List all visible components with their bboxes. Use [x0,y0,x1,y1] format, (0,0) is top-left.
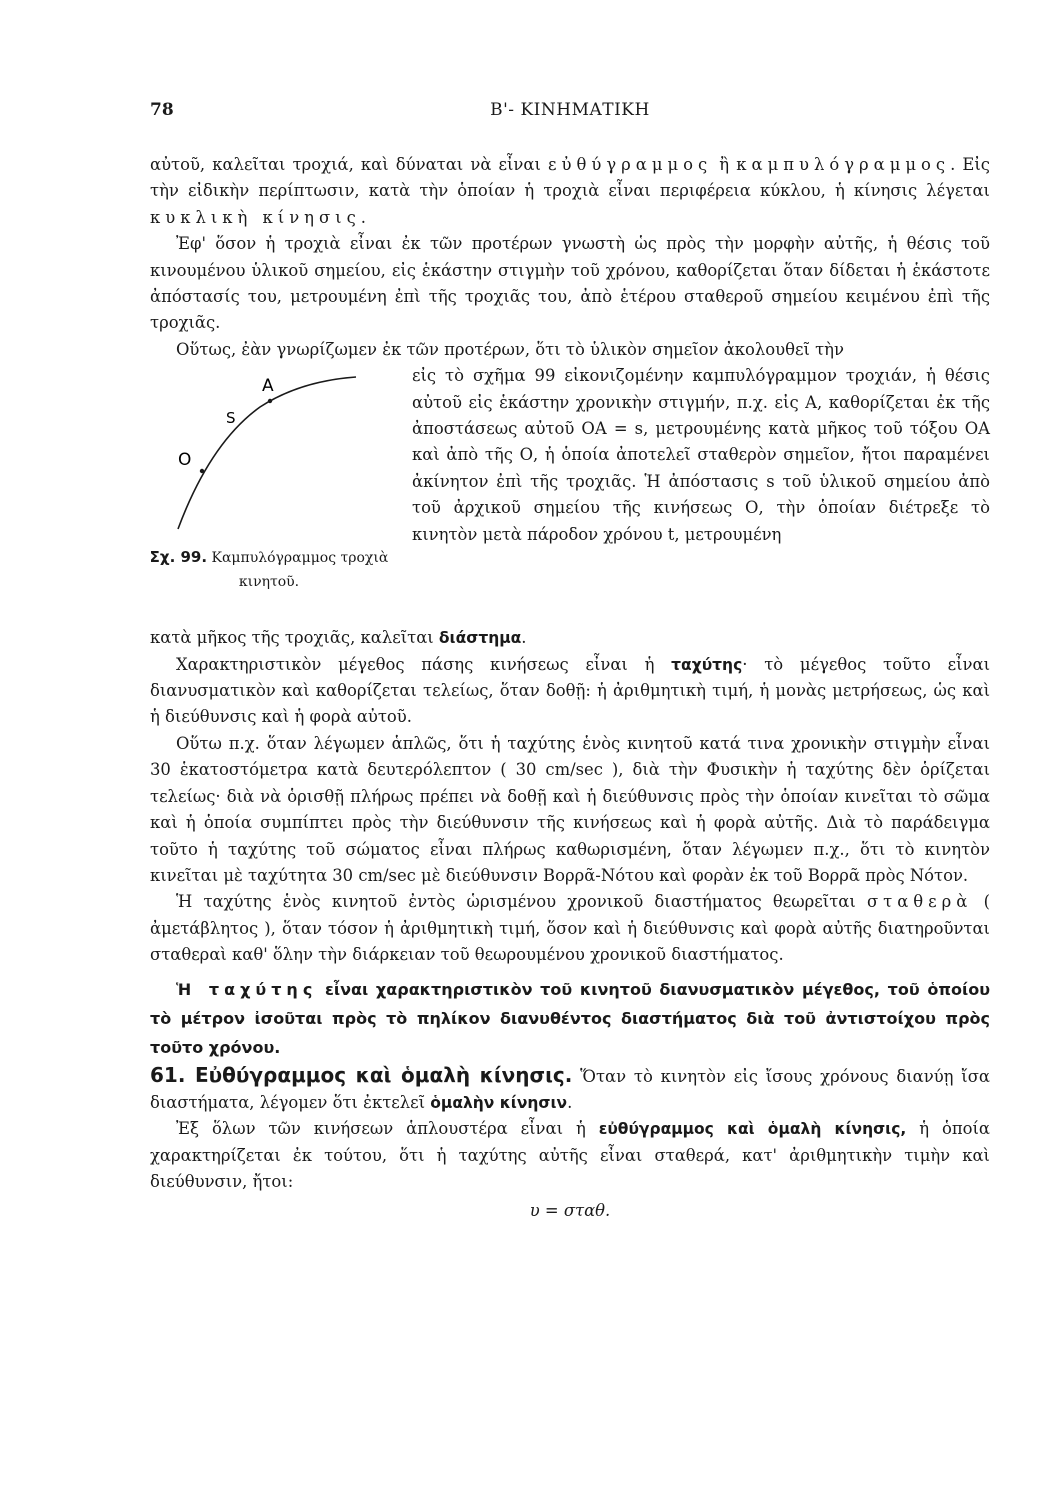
term-velocity-definition: Ἡ ταχύτης [176,979,318,999]
label-o: O [178,450,192,471]
point-o-marker [200,469,204,473]
term-rectilinear: εὐθύγραμμος [548,155,713,174]
label-s: S [226,409,236,428]
term-curvilinear: καμπυλόγραμμος [736,155,951,174]
trajectory-diagram [150,363,390,543]
section-61-heading: 61. Εὐθύγραμμος καὶ ὁμαλὴ κίνησις. [150,1062,573,1087]
paragraph-distance-definition: κατὰ μῆκος τῆς τροχιᾶς, καλεῖται διάστημα. [150,628,527,648]
figure-99 [150,363,390,625]
label-a: A [262,376,274,397]
page-number: 78 [150,100,174,120]
term-distance: διάστημα [438,629,522,648]
paragraph-trajectory-types: αὐτοῦ, καλεῖται τροχιά, καὶ δύναται νὰ εἶναι εὐθύγραμμος ἢ καμπυλόγραμμος. Εἰς τὴν εἰδικὴν περίπτωσιν, κατὰ τὴν ὁποίαν ἡ τροχιὰ εἶναι περιφέρεια κύκλου, ἡ κίνησις λέγεται κυκλικὴ κίνησις. [150,155,990,227]
term-circular-motion: κυκλικὴ κίνησις [150,207,361,227]
formula-constant-velocity: υ = σταθ. [529,1200,611,1220]
figure-number: Σχ. 99. [149,548,208,567]
point-a-marker [268,399,272,403]
velocity-definition: Ἡ ταχύτης εἶναι χαρακτηριστικὸν τοῦ κινητοῦ διανυσματικὸν μέγεθος, τοῦ ὁποίου τὸ μέτρον ἰσοῦται πρὸς τὸ πηλίκον διανυθέντος διαστήματος διὰ τοῦ ἀντιστοίχου πρὸς τοῦτο χρόνου. [150,979,991,1057]
paragraph-constant-velocity: Ἡ ταχύτης ἑνὸς κινητοῦ ἐντὸς ὡρισμένου χρονικοῦ διαστήματος θεωρεῖται σταθερὰ ( ἀμετάβλητος ), ὅταν τόσον ἡ ἀριθμητικὴ τιμή, ὅσον καὶ ἡ διεύθυνσις καὶ φορὰ αὐτῆς διατηροῦνται σταθεραὶ καθ' ὅλην τὴν διάρκειαν τοῦ θεωρουμένου χρονικοῦ διαστήματος. [150,892,990,965]
paragraph-example-body: εἰς τὸ σχῆμα 99 εἰκονιζομένην καμπυλόγραμμον τροχιάν, ἡ θέσις αὐτοῦ εἰς ἑκάστην χρονικὴν στιγμήν, π.χ. εἰς Α, καθορίζεται ἐκ τῆς ἀποστάσεως αὐτοῦ ΟΑ = s, μετρουμένης κατὰ μῆκος τοῦ τόξου ΟΑ καὶ ἀπὸ τῆς Ο, ἡ ὁποία ἀποτελεῖ σταθερὸν σημεῖον, ἤτοι παραμένει ἀκίνητον ἐπὶ τῆς τροχιᾶς. Ἡ ἀπόστασις s τοῦ ὑλικοῦ σημείου ἀπὸ τοῦ ἀρχικοῦ σημείου τῆς κινήσεως Ο, τὴν ὁποίαν διέτρεξε τὸ κινητὸν μετὰ πάροδον χρόνου t, μετρουμένη [412,366,990,544]
paragraph-position: Ἐφ' ὅσον ἡ τροχιὰ εἶναι ἐκ τῶν προτέρων γνωστὴ ὡς πρὸς τὴν μορφὴν αὐτῆς, ἡ θέσις τοῦ κινουμένου ὑλικοῦ σημείου, εἰς ἑκάστην στιγμὴν τοῦ χρόνου, καθορίζεται ὅταν δίδεται ἡ ἑκάστοτε ἀπόστασίς του, μετρουμένη ἐπὶ τῆς τροχιᾶς του, ἀπὸ ἑτέρου σταθεροῦ σημείου κειμένου ἐπὶ τῆς τροχιᾶς. [150,234,990,333]
paragraph-velocity-example: Οὕτω π.χ. ὅταν λέγωμεν ἁπλῶς, ὅτι ἡ ταχύτης ἑνὸς κινητοῦ κατά τινα χρονικὴν στιγμὴν εἶναι 30 ἑκατοστόμετρα κατὰ δευτερόλεπτον ( 30 cm/sec ), διὰ τὴν Φυσικὴν ἡ ταχύτης δὲν ὁρίζεται τελείως· διὰ νὰ ὁρισθῇ πλήρως πρέπει νὰ δοθῇ καὶ ἡ διεύθυνσις πρὸς τὴν ὁποίαν κινεῖται τὸ σῶμα καὶ ἡ ὁποία συμπίπτει πρὸς τὴν διεύθυνσιν τῆς κινήσεως καὶ ἡ φορὰ αὐτῆς. Διὰ τὸ παράδειγμα τοῦτο ἡ ταχύτης τοῦ σώματος εἶναι πλήρως καθωρισμένη, ὅταν λέγωμεν π.χ., ὅτι τὸ κινητὸν κινεῖται μὲ ταχύτητα 30 cm/sec μὲ διεύθυνσιν Βορρᾶ-Νότου καὶ φορὰν ἐκ τοῦ Βορρᾶ πρὸς Νότον. [150,733,990,885]
page-header [150,100,990,130]
term-uniform-motion: ὁμαλὴν κίνησιν [430,1093,568,1112]
term-uniform-rectilinear-motion: εὐθύγραμμος καὶ ὁμαλὴ κίνησις, [598,1120,907,1139]
paragraph-example-lead: Οὕτως, ἐὰν γνωρίζωμεν ἐκ τῶν προτέρων, ὅτι τὸ ὑλικὸν σημεῖον ἀκολουθεῖ τὴν [176,339,844,359]
term-velocity: ταχύτης [671,655,743,674]
figure-caption [144,545,394,594]
figure-block [150,363,990,625]
body-text [150,152,990,1224]
term-constant: σταθερὰ [866,892,973,912]
paragraph-velocity-intro: Χαρακτηριστικὸν μέγεθος πάσης κινήσεως εἶναι ἡ ταχύτης· τὸ μέγεθος τοῦτο εἶναι διανυσματικὸν καὶ καθορίζεται τελείως, ὅταν δοθῇ: ἡ ἀριθμητικὴ τιμή, ἡ μονὰς μετρήσεως, ὡς καὶ ἡ διεύθυνσις καὶ ἡ φορὰ αὐτοῦ. [150,654,990,727]
figure-caption-text: Καμπυλόγραμμος τροχιὰ κινητοῦ. [207,550,389,591]
section-61: 61. Εὐθύγραμμος καὶ ὁμαλὴ κίνησις. Ὅταν τὸ κινητὸν εἰς ἴσους χρόνους διανύῃ ἴσα διαστήματα, λέγομεν ὅτι ἐκτελεῖ ὁμαλὴν κίνησιν. [150,1062,990,1112]
curved-trajectory [178,377,356,529]
running-title: B'- ΚΙΝΗΜΑΤΙΚΗ [490,100,650,120]
figure-side-text [412,363,990,548]
paragraph-uniform-rectilinear: Ἐξ ὅλων τῶν κινήσεων ἁπλουστέρα εἶναι ἡ εὐθύγραμμος καὶ ὁμαλὴ κίνησις, ἡ ὁποία χαρακτηρίζεται ἐκ τούτου, ὅτι ἡ ταχύτης αὐτῆς εἶναι σταθερά, κατ' ἀριθμητικὴν τιμὴν καὶ διεύθυνσιν, ἤτοι: [150,1119,991,1192]
